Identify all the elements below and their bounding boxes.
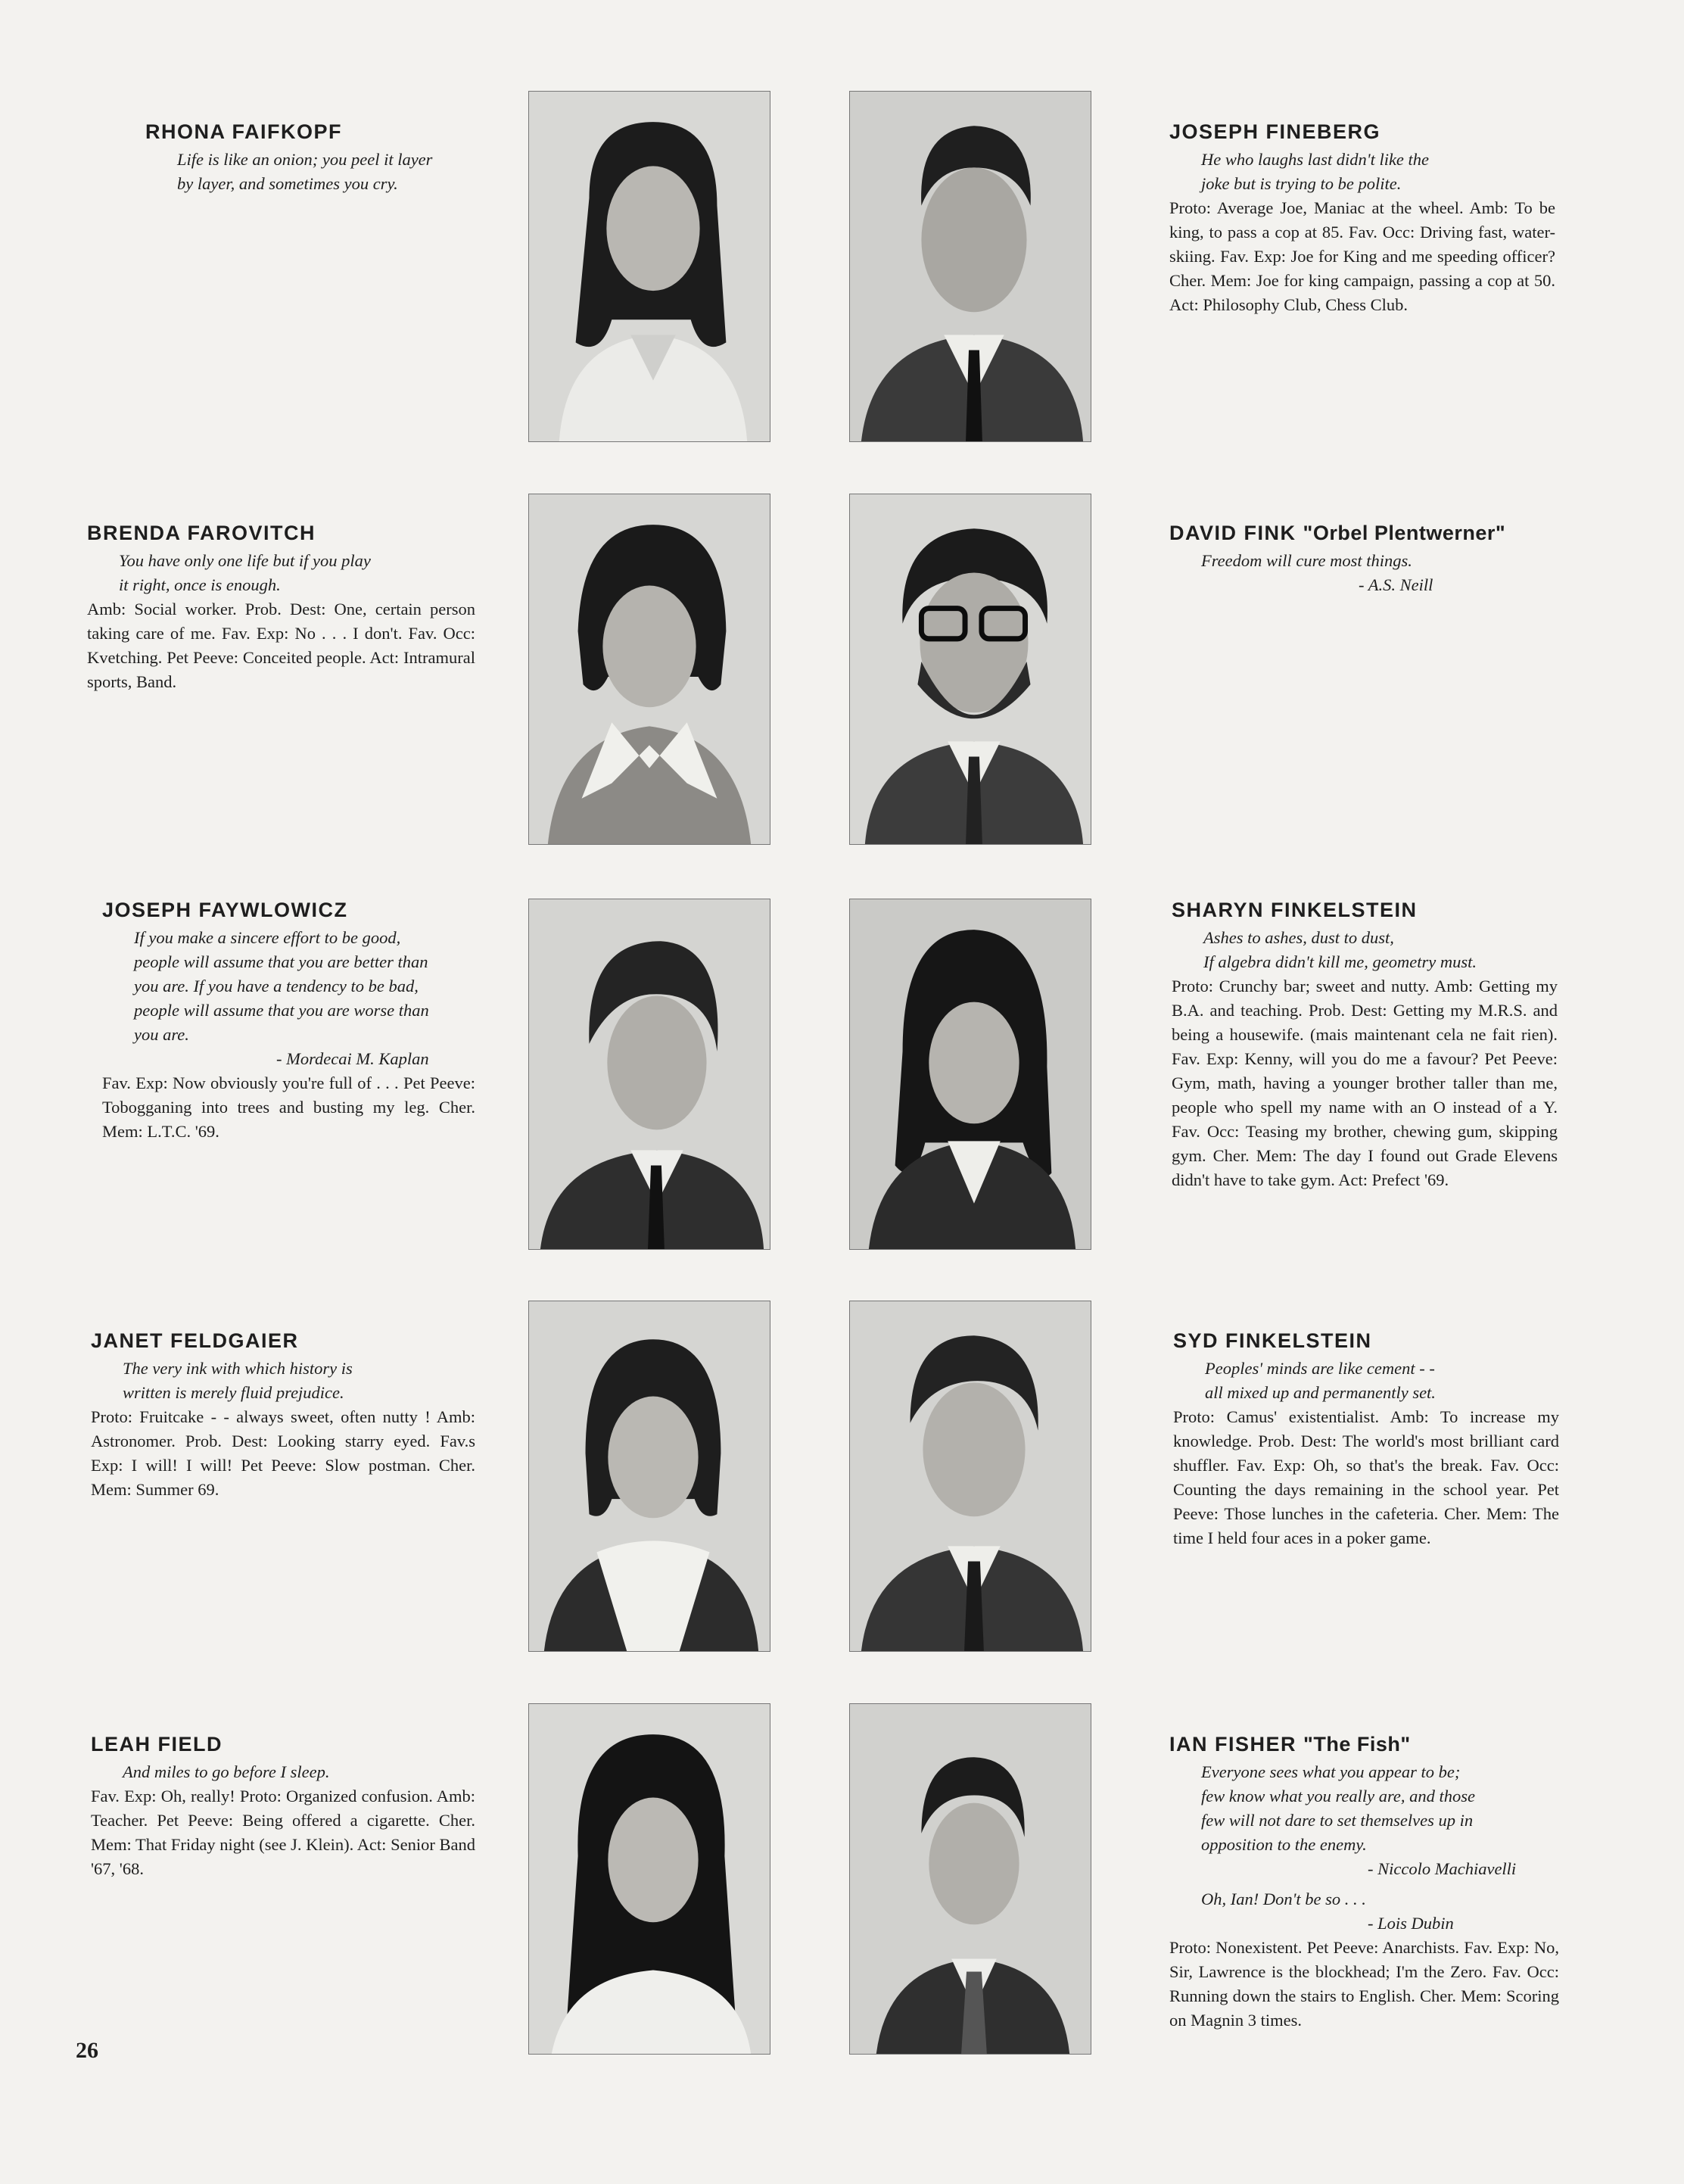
student-quote: Peoples' minds are like cement - - all mixed up and permanently set. xyxy=(1205,1359,1436,1402)
student-name: JOSEPH FINEBERG xyxy=(1169,120,1381,143)
student-quote: He who laughs last didn't like the joke but is trying to be polite. xyxy=(1201,150,1430,193)
student-name: BRENDA FAROVITCH xyxy=(87,522,316,544)
quote-attribution-secondary: - Lois Dubin xyxy=(1368,1914,1454,1933)
student-quote: Ashes to ashes, dust to dust, If algebra didn't kill me, geometry must. xyxy=(1203,928,1477,971)
portrait-photo-sharyn-finkelstein xyxy=(849,899,1091,1250)
student-bio: Proto: Nonexistent. Pet Peeve: Anarchists. Fav. Exp: No, Sir, Lawrence is the blockhead; I'm the Zero. Fav. Occ: Running down the stairs to English. Cher. Mem: Scoring on Magnin 3 times. xyxy=(1169,1938,1559,2030)
entry-ian-fisher xyxy=(1169,1731,1559,2033)
entry-rhona-faifkopf xyxy=(145,119,478,196)
page-number: 26 xyxy=(76,2038,98,2063)
student-bio: Proto: Average Joe, Maniac at the wheel. Amb: To be king, to pass a cop at 85. Fav. Occ: Driving fast, water-skiing. Fav. Exp: Joe for King and me speeding officer? Cher. Mem: Joe for king campaign, passing a cop at 50. Act: Philosophy Club, Chess Club. xyxy=(1169,198,1555,314)
student-quote: Freedom will cure most things. xyxy=(1201,551,1412,570)
student-bio: Fav. Exp: Now obviously you're full of . . . Pet Peeve: Tobogganing into trees and busting my leg. Cher. Mem: L.T.C. '69. xyxy=(102,1073,475,1141)
student-name: SYD FINKELSTEIN xyxy=(1173,1329,1372,1352)
quote-attribution: - Mordecai M. Kaplan xyxy=(276,1049,429,1068)
portrait-photo-joseph-faywlowicz xyxy=(528,899,770,1250)
student-quote: Everyone sees what you appear to be; few know what you really are, and those few will not dare to set themselves up in opposition to the enemy. xyxy=(1201,1762,1476,1854)
entry-leah-field xyxy=(91,1731,475,1881)
student-bio: Proto: Crunchy bar; sweet and nutty. Amb: Getting my B.A. and teaching. Prob. Dest: Getting my M.R.S. and being a housewife. (mais maintenant cela ne fait rien). Fav. Exp: Kenny, will you do me a favour? Pet Peeve: Gym, math, having a younger brother taller than me, people who spell my name with an O instead of a Y. Fav. Occ: Teasing my brother, chewing gum, skipping gym. Cher. Mem: The day I found out Grade Elevens didn't have to take gym. Act: Prefect '69. xyxy=(1172,977,1558,1189)
portrait-photo-rhona-faifkopf xyxy=(528,91,770,442)
student-bio: Amb: Social worker. Prob. Dest: One, certain person taking care of me. Fav. Exp: No . . . I don't. Fav. Occ: Kvetching. Pet Peeve: Conceited people. Act: Intramural sports, Band. xyxy=(87,600,475,691)
student-name: SHARYN FINKELSTEIN xyxy=(1172,899,1418,921)
portrait-photo-syd-finkelstein xyxy=(849,1301,1091,1652)
portrait-photo-janet-feldgaier xyxy=(528,1301,770,1652)
student-bio: Fav. Exp: Oh, really! Proto: Organized confusion. Amb: Teacher. Pet Peeve: Being offered a cigarette. Cher. Mem: That Friday night (see J. Klein). Act: Senior Band '67, '68. xyxy=(91,1787,475,1878)
student-name: IAN FISHER "The Fish" xyxy=(1169,1733,1411,1756)
student-name: DAVID FINK "Orbel Plentwerner" xyxy=(1169,522,1506,544)
portrait-photo-joseph-fineberg xyxy=(849,91,1091,442)
student-nickname: "The Fish" xyxy=(1303,1733,1411,1756)
student-quote: You have only one life but if you play it right, once is enough. xyxy=(119,551,371,594)
portrait-photo-david-fink xyxy=(849,494,1091,845)
entry-janet-feldgaier xyxy=(91,1328,475,1502)
student-quote: The very ink with which history is written is merely fluid prejudice. xyxy=(123,1359,353,1402)
quote-attribution: - A.S. Neill xyxy=(1359,575,1433,594)
student-bio: Proto: Camus' existentialist. Amb: To increase my knowledge. Prob. Dest: The world's most brilliant card shuffler. Fav. Exp: Oh, so that's the break. Fav. Occ: Counting the days remaining in the school year. Pet Peeve: Those lunches in the cafeteria. Cher. Mem: The time I held four aces in a poker game. xyxy=(1173,1407,1559,1547)
entry-david-fink xyxy=(1169,520,1555,597)
student-name: JANET FELDGAIER xyxy=(91,1329,299,1352)
student-bio: Proto: Fruitcake - - always sweet, often nutty ! Amb: Astronomer. Prob. Dest: Looking starry eyed. Fav.s Exp: I will! I will! Pet Peeve: Slow postman. Cher. Mem: Summer 69. xyxy=(91,1407,475,1499)
student-name: RHONA FAIFKOPF xyxy=(145,120,342,143)
portrait-photo-leah-field xyxy=(528,1703,770,2055)
student-quote: If you make a sincere effort to be good, people will assume that you are better than you are. If you have a tendency to be bad, people will assume that you are worse than you are. xyxy=(134,928,429,1044)
entry-joseph-faywlowicz xyxy=(102,897,475,1144)
student-name: LEAH FIELD xyxy=(91,1733,223,1756)
portrait-photo-brenda-farovitch xyxy=(528,494,770,845)
entry-syd-finkelstein xyxy=(1173,1328,1559,1550)
entry-joseph-fineberg xyxy=(1169,119,1555,317)
student-name: JOSEPH FAYWLOWICZ xyxy=(102,899,348,921)
entry-sharyn-finkelstein xyxy=(1172,897,1558,1192)
entry-brenda-farovitch xyxy=(87,520,475,694)
quote-attribution: - Niccolo Machiavelli xyxy=(1368,1859,1517,1878)
student-quote: And miles to go before I sleep. xyxy=(123,1762,330,1781)
student-quote-secondary: Oh, Ian! Don't be so . . . xyxy=(1201,1890,1366,1908)
student-nickname: "Orbel Plentwerner" xyxy=(1303,522,1506,544)
student-quote: Life is like an onion; you peel it layer by layer, and sometimes you cry. xyxy=(177,150,433,193)
portrait-photo-ian-fisher xyxy=(849,1703,1091,2055)
